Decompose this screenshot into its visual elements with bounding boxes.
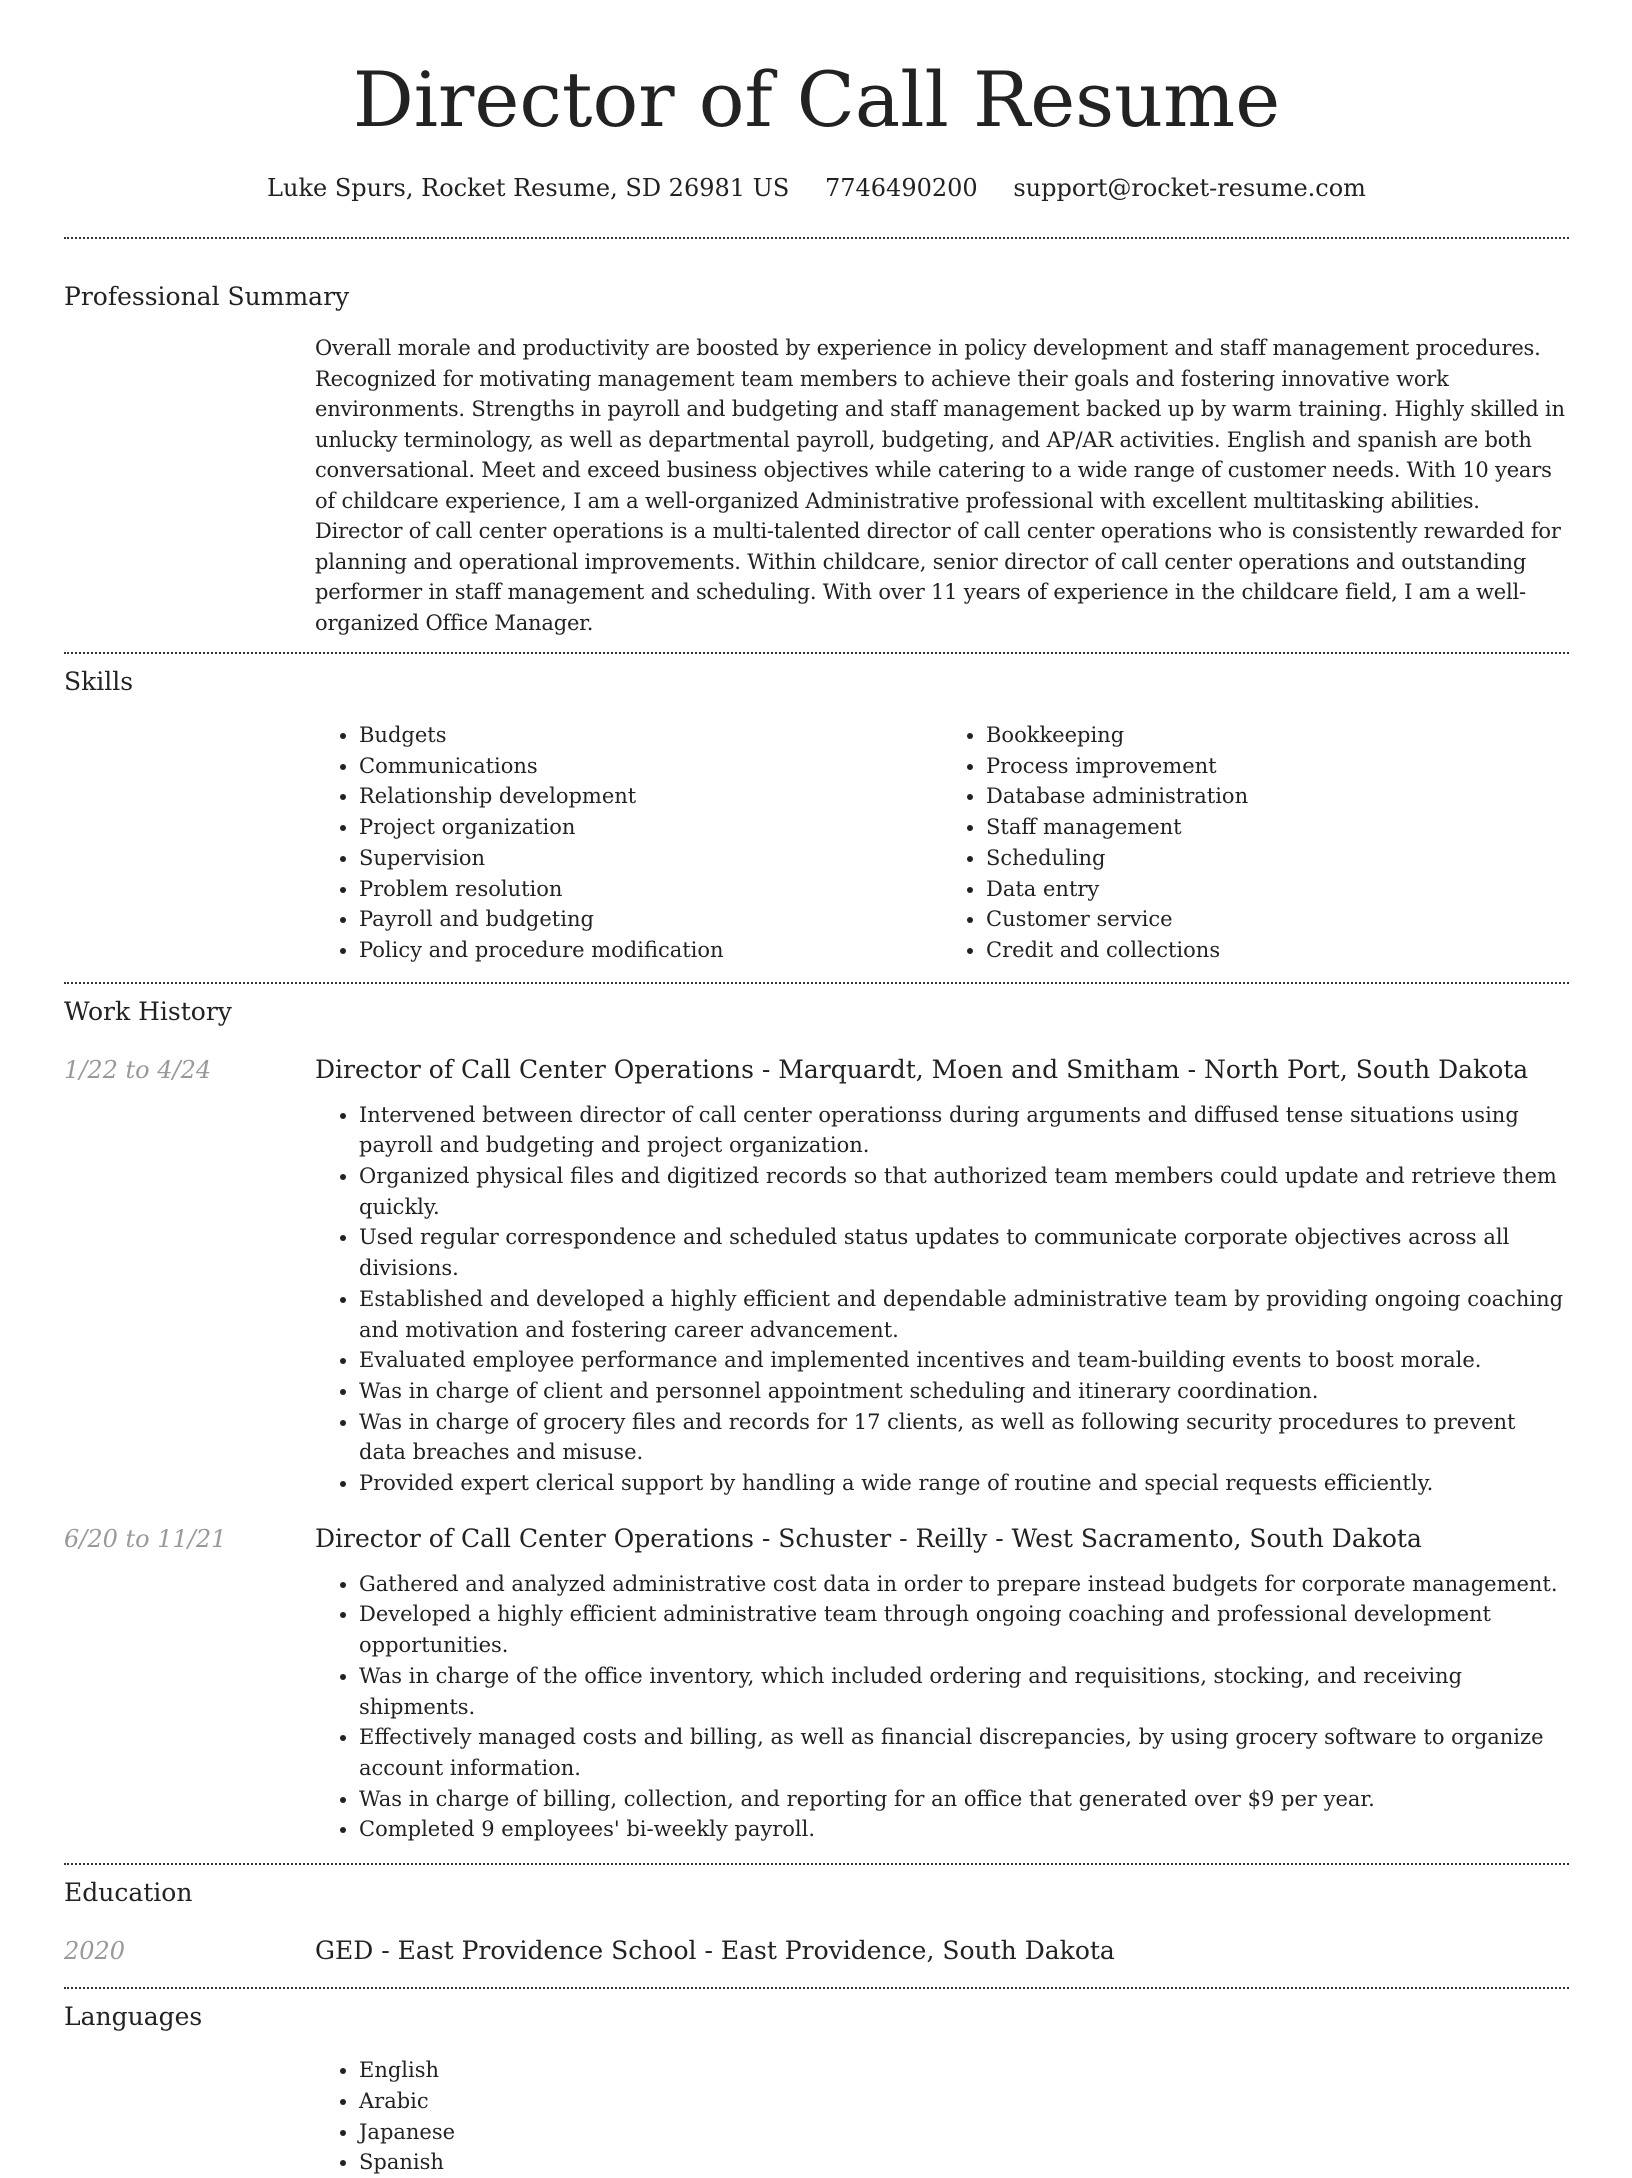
job-bullet: • Organized physical files and digitized records so that authorized team members could update and retrieve them quickly. [359, 1161, 1569, 1222]
skill-item: • Problem resolution [359, 874, 942, 905]
job-bullet: • Used regular correspondence and scheduled status updates to communicate corporate objectives across all divisions. [359, 1222, 1569, 1283]
resume-page [64, 0, 1569, 2178]
contact-email: support@rocket-resume.com [1013, 174, 1366, 202]
skill-item: • Communications [359, 751, 942, 782]
job-bullet: • Intervened between director of call center operationss during arguments and diffused tense situations using payroll and budgeting and project organization. [359, 1100, 1569, 1161]
skill-item: • Staff management [986, 812, 1569, 843]
job-bullet: • Developed a highly efficient administrative team through ongoing coaching and professional development opportunities. [359, 1599, 1569, 1660]
skills-heading: Skills [64, 667, 134, 696]
skills-list-col1 [315, 720, 942, 966]
education-title: GED - East Providence School - East Providence, South Dakota [315, 1936, 1115, 1966]
summary-section [64, 333, 1569, 638]
job-bullet: • Was in charge of billing, collection, and reporting for an office that generated over $9 per year. [359, 1784, 1569, 1815]
work-heading: Work History [64, 996, 232, 1026]
job-bullet: • Completed 9 employees' bi-weekly payroll. [359, 1814, 1569, 1845]
section-divider [64, 652, 1569, 654]
skill-item: • Project organization [359, 812, 942, 843]
job-bullet: • Was in charge of the office inventory, which included ordering and requisitions, stocking, and receiving shipments. [359, 1661, 1569, 1722]
language-item: • English [359, 2055, 1569, 2086]
skill-item: • Bookkeeping [986, 720, 1569, 751]
skill-item: • Budgets [359, 720, 942, 751]
resume-title: Director of Call Resume [352, 55, 1281, 144]
skill-item: • Database administration [986, 781, 1569, 812]
summary-heading: Professional Summary [64, 282, 350, 311]
languages-heading: Languages [64, 2002, 203, 2032]
skill-item: • Relationship development [359, 781, 942, 812]
skills-left-spacer [64, 720, 315, 966]
skill-item: • Credit and collections [986, 935, 1569, 966]
job-entry [64, 1523, 1569, 1845]
job-bullet: • Evaluated employee performance and implemented incentives and team-building events to boost morale. [359, 1345, 1569, 1376]
job-entry [64, 1054, 1569, 1499]
contact-phone: 7746490200 [824, 174, 978, 202]
education-heading: Education [64, 1878, 193, 1908]
job-bullets [315, 1100, 1569, 1499]
skill-item: • Data entry [986, 874, 1569, 905]
job-title: Director of Call Center Operations - Schuster - Reilly - West Sacramento, South Dakota [315, 1523, 1422, 1553]
languages-list [315, 2055, 1569, 2178]
contact-address: Luke Spurs, Rocket Resume, SD 26981 US [267, 174, 790, 202]
job-bullet: • Was in charge of client and personnel appointment scheduling and itinerary coordination. [359, 1376, 1569, 1407]
contact-line [64, 172, 1569, 204]
skill-item: • Process improvement [986, 751, 1569, 782]
education-entry [64, 1935, 1569, 1967]
skill-item: • Customer service [986, 904, 1569, 935]
skill-item: • Policy and procedure modification [359, 935, 942, 966]
job-bullet: • Was in charge of grocery files and records for 17 clients, as well as following security procedures to prevent data breaches and misuse. [359, 1407, 1569, 1468]
language-item: • Spanish [359, 2147, 1569, 2178]
language-item: • Japanese [359, 2117, 1569, 2148]
skill-item: • Payroll and budgeting [359, 904, 942, 935]
skills-list-col2 [942, 720, 1569, 966]
job-title: Director of Call Center Operations - Marquardt, Moen and Smitham - North Port, South Dakota [315, 1054, 1529, 1084]
section-divider [64, 982, 1569, 984]
education-year: 2020 [64, 1937, 126, 1966]
skill-item: • Scheduling [986, 843, 1569, 874]
language-item: • Arabic [359, 2086, 1569, 2117]
section-divider [64, 237, 1569, 239]
skill-item: • Supervision [359, 843, 942, 874]
job-bullets [315, 1569, 1569, 1845]
job-dates: 1/22 to 4/24 [64, 1055, 212, 1084]
languages-left-spacer [64, 2055, 315, 2178]
summary-left-spacer [64, 333, 315, 638]
job-bullet: • Provided expert clerical support by handling a wide range of routine and special requests efficiently. [359, 1468, 1569, 1499]
job-bullet: • Gathered and analyzed administrative cost data in order to prepare instead budgets for corporate management. [359, 1569, 1569, 1600]
languages-section [64, 2055, 1569, 2178]
job-dates: 6/20 to 11/21 [64, 1524, 227, 1553]
skills-section [64, 720, 1569, 966]
summary-text: Overall morale and productivity are boosted by experience in policy development and staff management procedures. Recognized for motivating management team members to achieve their goals and fostering innovative work environments. Strengths in payroll and budgeting and staff management backed up by warm training. Highly skilled in unlucky terminology, as well as departmental payroll, budgeting, and AP/AR activities. English and spanish are both conversational. Meet and exceed business objectives while catering to a wide range of customer needs. With 10 years of childcare experience, I am a well-organized Administrative professional with excellent multitasking abilities. Director of call center operations is a multi-talented director of call center operations who is consistently rewarded for planning and operational improvements. Within childcare, senior director of call center operations and outstanding performer in staff management and scheduling. With over 11 years of experience in the childcare field, I am a well-organized Office Manager. [315, 336, 1565, 635]
section-divider [64, 1987, 1569, 1989]
section-divider [64, 1863, 1569, 1865]
job-bullet: • Established and developed a highly efficient and dependable administrative team by providing ongoing coaching and motivation and fostering career advancement. [359, 1284, 1569, 1345]
job-bullet: • Effectively managed costs and billing, as well as financial discrepancies, by using grocery software to organize account information. [359, 1722, 1569, 1783]
